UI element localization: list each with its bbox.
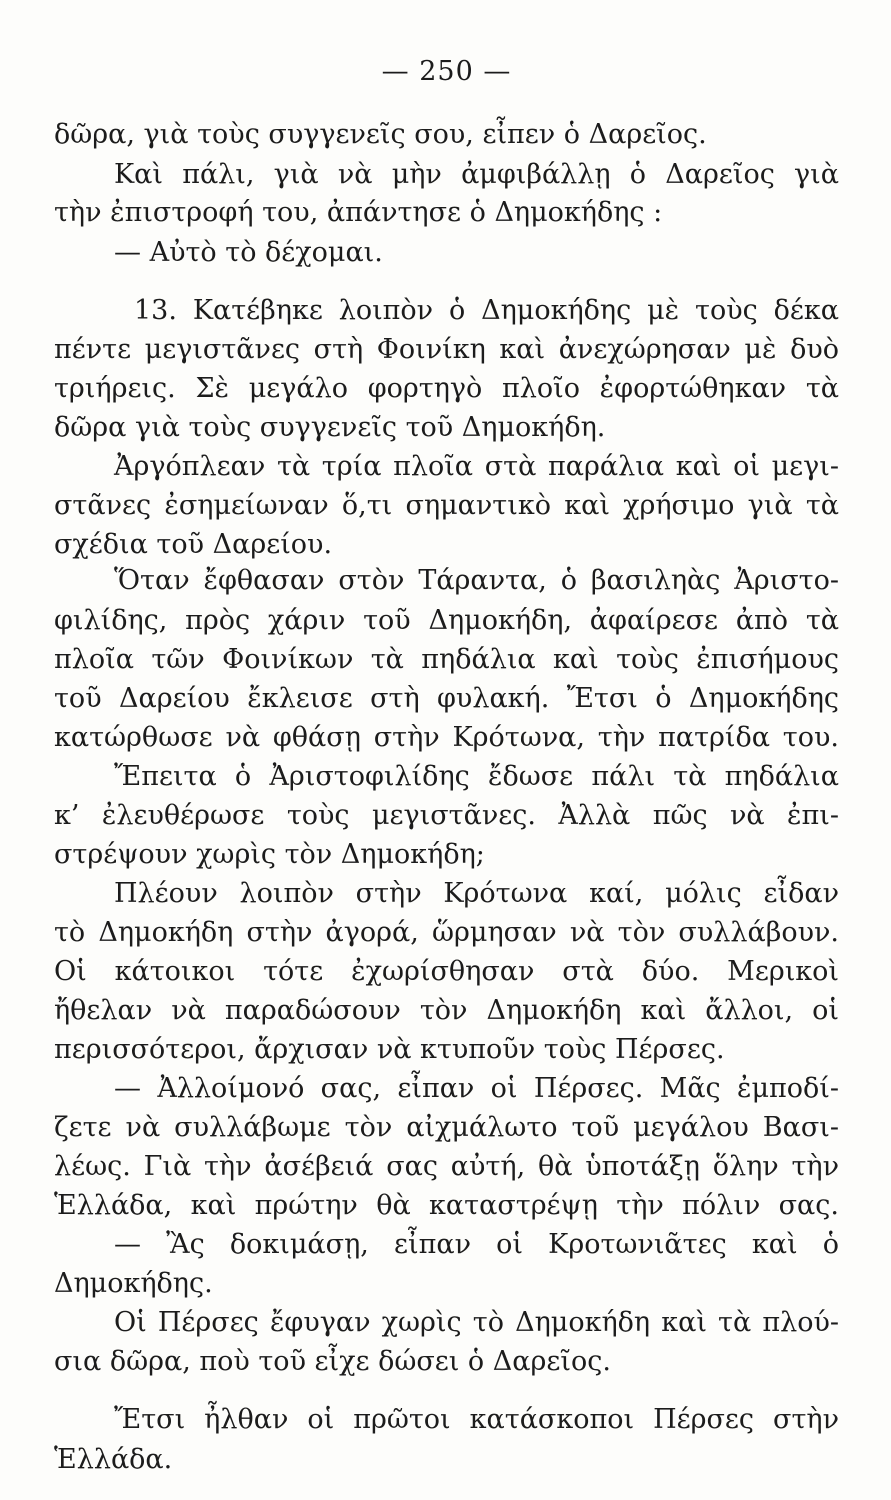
text-line: — Αὐτὸ τὸ δέχομαι. bbox=[114, 237, 383, 268]
text-line: ζετε νὰ συλλάβωμε τὸν αἰχμάλωτο τοῦ μεγάλου Βασι- bbox=[54, 1112, 839, 1143]
text-line: λέως. Γιὰ τὴν ἀσέβειά σας αὐτή, θὰ ὑποτάξῃ ὅλην τὴν bbox=[54, 1151, 839, 1182]
text-line: κ’ ἐλευθέρωσε τοὺς μεγιστᾶνες. Ἀλλὰ πῶς νὰ ἐπι- bbox=[54, 800, 839, 831]
text-line: πέντε μεγιστᾶνες στὴ Φοινίκη καὶ ἀνεχώρησαν μὲ δυὸ bbox=[54, 334, 839, 365]
text-line: Οἱ κάτοικοι τότε ἐχωρίσθησαν στὰ δύο. Μερικοὶ bbox=[54, 956, 839, 987]
book-page bbox=[54, 0, 839, 1500]
text-line: Δημοκήδης. bbox=[54, 1268, 213, 1299]
text-line: τριήρεις. Σὲ μεγάλο φορτηγὸ πλοῖο ἐφορτώθηκαν τὰ bbox=[54, 373, 839, 404]
text-line: στρέψουν χωρὶς τὸν Δημοκήδη; bbox=[54, 839, 485, 870]
page-number: — 250 — bbox=[381, 56, 512, 87]
text-line: Ἔπειτα ὁ Ἀριστοφιλίδης ἔδωσε πάλι τὰ πηδάλια bbox=[114, 761, 839, 792]
text-line: Καὶ πάλι, γιὰ νὰ μὴν ἀμφιβάλλῃ ὁ Δαρεῖος γιὰ bbox=[114, 159, 839, 190]
text-line: — Ἂς δοκιμάσῃ, εἶπαν οἱ Κροτωνιᾶτες καὶ ὁ bbox=[114, 1229, 839, 1260]
text-line: 13. Κατέβηκε λοιπὸν ὁ Δημοκήδης μὲ τοὺς δέκα bbox=[134, 295, 839, 326]
text-line: Οἱ Πέρσες ἔφυγαν χωρὶς τὸ Δημοκήδη καὶ τὰ πλού- bbox=[114, 1307, 839, 1338]
text-line: Ἔτσι ἦλθαν οἱ πρῶτοι κατάσκοποι Πέρσες στὴν bbox=[114, 1404, 839, 1435]
text-line: στᾶνες ἐσημείωναν ὅ,τι σημαντικὸ καὶ χρήσιμο γιὰ τὰ bbox=[54, 490, 839, 521]
text-line: δῶρα γιὰ τοὺς συγγενεῖς τοῦ Δημοκήδη. bbox=[54, 412, 606, 443]
text-line: — Ἀλλοίμονό σας, εἶπαν οἱ Πέρσες. Μᾶς ἐμποδί- bbox=[114, 1073, 839, 1104]
text-line: φιλίδης, πρὸς χάριν τοῦ Δημοκήδη, ἀφαίρεσε ἀπὸ τὰ bbox=[54, 605, 839, 636]
text-line: σχέδια τοῦ Δαρείου. bbox=[54, 529, 333, 560]
text-line: περισσότεροι, ἄρχισαν νὰ κτυποῦν τοὺς Πέρσες. bbox=[54, 1034, 725, 1065]
text-line: Πλέουν λοιπὸν στὴν Κρότωνα καί, μόλις εἶδαν bbox=[114, 878, 839, 909]
text-line: δῶρα, γιὰ τοὺς συγγενεῖς σου, εἶπεν ὁ Δαρεῖος. bbox=[54, 119, 707, 150]
text-line: πλοῖα τῶν Φοινίκων τὰ πηδάλια καὶ τοὺς ἐπισήμους bbox=[54, 644, 839, 675]
text-line: τὴν ἐπιστροφή του, ἀπάντησε ὁ Δημοκήδης : bbox=[54, 197, 663, 228]
text-line: Ἑλλάδα. bbox=[54, 1444, 173, 1475]
text-line: σια δῶρα, ποὺ τοῦ εἶχε δώσει ὁ Δαρεῖος. bbox=[54, 1346, 611, 1377]
text-line: Ὅταν ἔφθασαν στὸν Τάραντα, ὁ βασιληὰς Ἀριστο- bbox=[114, 565, 839, 596]
text-line: τοῦ Δαρείου ἔκλεισε στὴ φυλακή. Ἔτσι ὁ Δημοκήδης bbox=[54, 683, 839, 714]
text-line: τὸ Δημοκήδη στὴν ἀγορά, ὥρμησαν νὰ τὸν συλλάβουν. bbox=[54, 917, 839, 948]
text-line: ἤθελαν νὰ παραδώσουν τὸν Δημοκήδη καὶ ἄλλοι, οἱ bbox=[54, 995, 839, 1026]
text-line: Ἑλλάδα, καὶ πρώτην θὰ καταστρέψῃ τὴν πόλιν σας. bbox=[54, 1190, 839, 1221]
text-line: κατώρθωσε νὰ φθάσῃ στὴν Κρότωνα, τὴν πατρίδα του. bbox=[54, 722, 839, 753]
text-line: Ἀργόπλεαν τὰ τρία πλοῖα στὰ παράλια καὶ οἱ μεγι- bbox=[114, 451, 839, 482]
